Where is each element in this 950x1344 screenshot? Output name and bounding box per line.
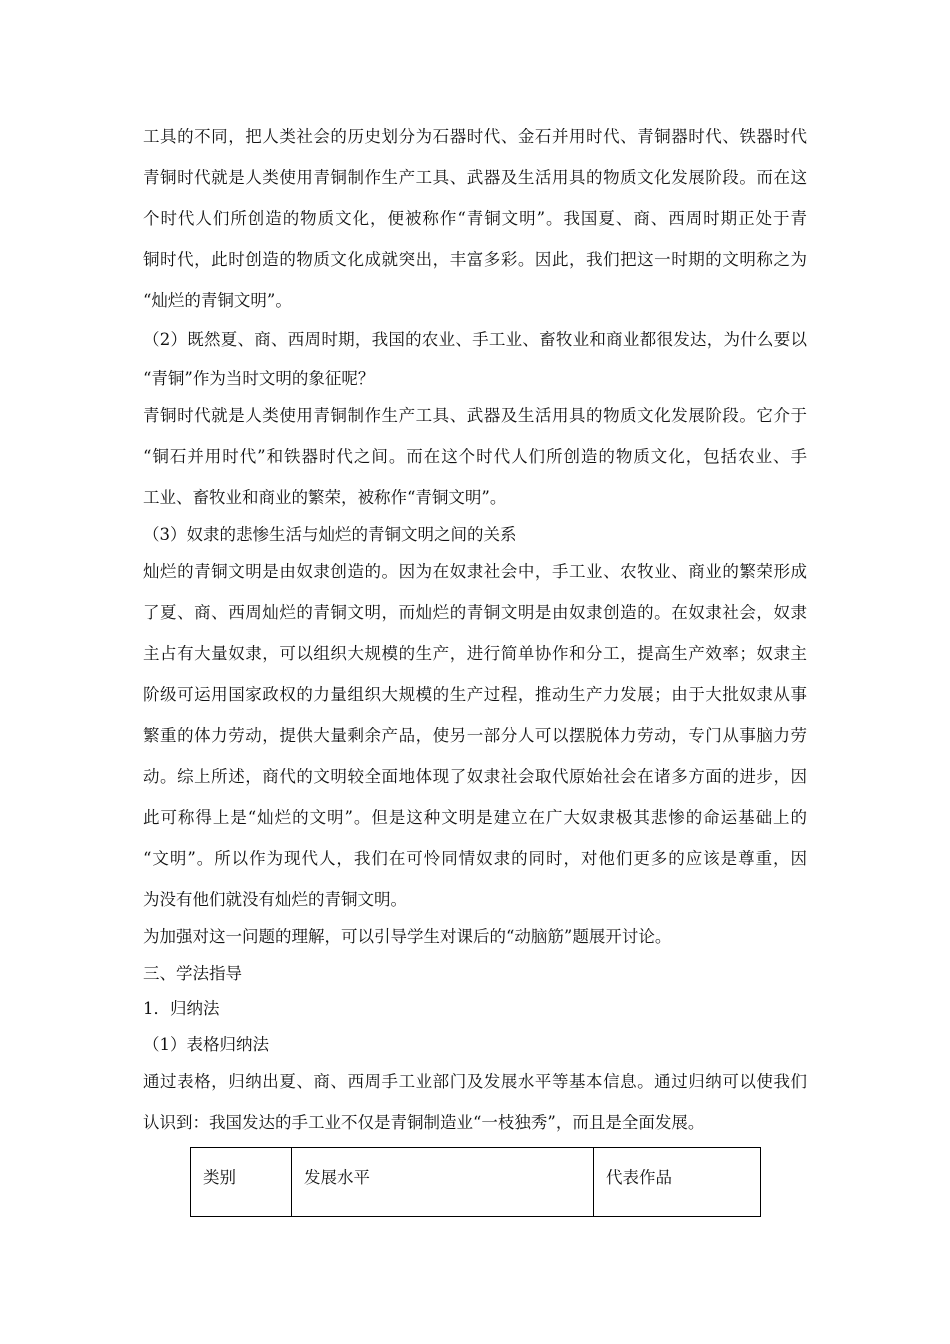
text-line: 繁重的体力劳动，提供大量剩余产品，使另一部分人可以摆脱体力劳动，专门从事脑力劳 [143, 726, 807, 745]
text-line: 为加强对这一问题的理解，可以引导学生对课后的“动脑筋”题展开讨论。 [143, 927, 672, 946]
text-line: 认识到：我国发达的手工业不仅是青铜制造业“一枝独秀”，而且是全面发展。 [143, 1113, 705, 1132]
text-line: “灿烂的青铜文明”。 [143, 291, 292, 310]
text-line: （3）奴隶的悲惨生活与灿烂的青铜文明之间的关系 [143, 525, 517, 544]
table-header-cell: 发展水平 [292, 1148, 594, 1217]
text-line: 铜时代，此时创造的物质文化成就突出，丰富多彩。因此，我们把这一时期的文明称之为 [143, 250, 807, 269]
subsection-heading: （1）表格归纳法 [143, 1035, 269, 1054]
text-line: （2）既然夏、商、西周时期，我国的农业、手工业、畜牧业和商业都很发达，为什么要以 [143, 330, 807, 349]
text-line: 了夏、商、西周灿烂的青铜文明，而灿烂的青铜文明是由奴隶创造的。在奴隶社会，奴隶 [143, 603, 807, 622]
text-line: 此可称得上是“灿烂的文明”。但是这种文明是建立在广大奴隶极其悲惨的命运基础上的 [143, 808, 807, 827]
text-line: 阶级可运用国家政权的力量组织大规模的生产过程，推动生产力发展；由于大批奴隶从事 [143, 685, 807, 704]
table-header-cell: 类别 [191, 1148, 292, 1217]
text-line: “青铜”作为当时文明的象征呢？ [143, 369, 375, 388]
text-line: 青铜时代就是人类使用青铜制作生产工具、武器及生活用具的物质文化发展阶段。它介于 [143, 406, 807, 425]
text-line: 青铜时代就是人类使用青铜制作生产工具、武器及生活用具的物质文化发展阶段。而在这 [143, 168, 807, 187]
text-line: “铜石并用时代”和铁器时代之间。而在这个时代人们所创造的物质文化，包括农业、手 [143, 447, 807, 466]
text-line: 为没有他们就没有灿烂的青铜文明。 [143, 890, 407, 909]
text-line: 个时代人们所创造的物质文化，便被称作“青铜文明”。我国夏、商、西周时期正处于青 [143, 209, 807, 228]
subsection-heading: 1．归纳法 [143, 999, 220, 1018]
text-line: 工具的不同，把人类社会的历史划分为石器时代、金石并用时代、青铜器时代、铁器时代 [143, 127, 807, 146]
text-line: 通过表格，归纳出夏、商、西周手工业部门及发展水平等基本信息。通过归纳可以使我们 [143, 1072, 807, 1091]
section-heading: 三、学法指导 [143, 964, 242, 983]
text-line: 动。综上所述，商代的文明较全面地体现了奴隶社会取代原始社会在诸多方面的进步，因 [143, 767, 807, 786]
text-line: “文明”。所以作为现代人，我们在可怜同情奴隶的同时，对他们更多的应该是尊重，因 [143, 849, 807, 868]
text-line: 主占有大量奴隶，可以组织大规模的生产，进行简单协作和分工，提高生产效率；奴隶主 [143, 644, 807, 663]
text-line: 工业、畜牧业和商业的繁荣，被称作“青铜文明”。 [143, 488, 507, 507]
table-header-row [191, 1148, 761, 1217]
summary-table [190, 1147, 761, 1217]
table-header-cell: 代表作品 [594, 1148, 761, 1217]
text-line: 灿烂的青铜文明是由奴隶创造的。因为在奴隶社会中，手工业、农牧业、商业的繁荣形成 [143, 562, 807, 581]
